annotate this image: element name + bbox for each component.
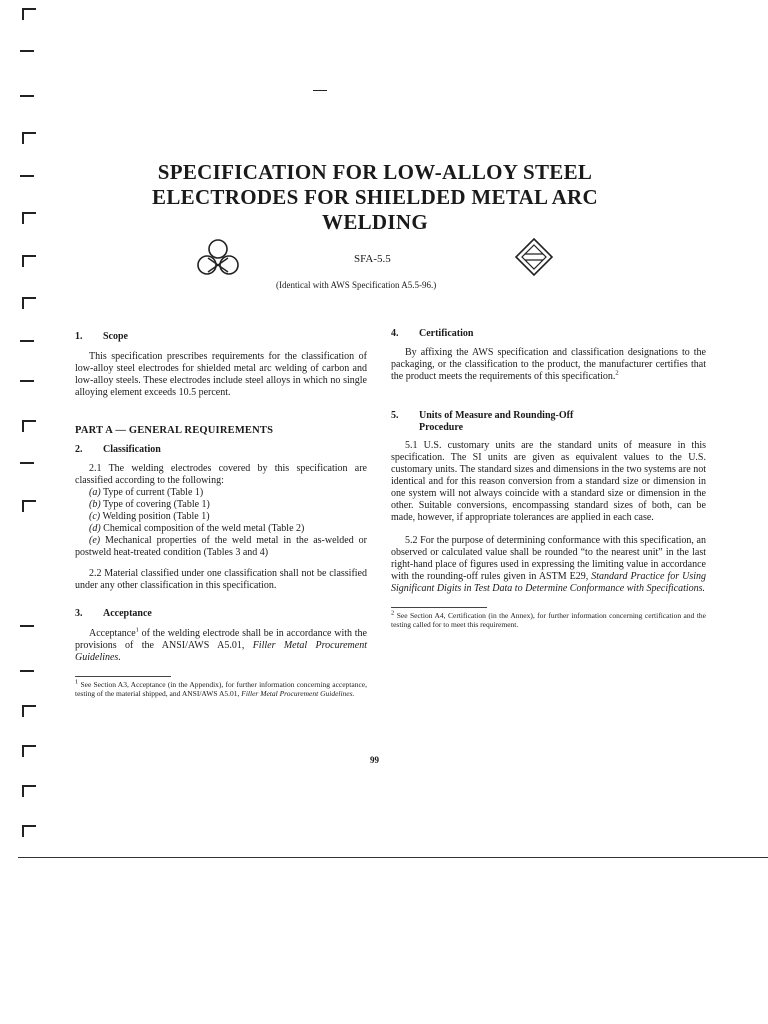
text-run-italic: Filler Metal Procurement Guidelines. <box>241 689 355 698</box>
text-run: See Section A4, Certification (in the Annex), for further information concerning certification and the testing called for to meet this requirement. <box>391 611 706 629</box>
text-run: By affixing the AWS specification and classification designations to the packaging, or the classification to the product, the manufacturer certifies that the product meets the requirements of this specification. <box>391 347 706 382</box>
scope-paragraph: This specification prescribes requirements for the classification of low-alloy steel electrodes for shielded metal arc welding of carbon and low-alloy steels. These electrodes include steel alloys in which no single alloying element exceeds 10.5 percent. <box>75 351 367 398</box>
asme-logo-icon <box>196 238 240 278</box>
section-heading-acceptance <box>75 608 367 620</box>
list-mark: (e) <box>89 535 101 546</box>
footnote-ref: 2 <box>615 369 619 377</box>
binding-mark <box>20 625 34 627</box>
identical-with-note: (Identical with AWS Specification A5.5-96.) <box>276 280 437 290</box>
text-run-italic: Standard Practice for Using Significant Digits in Test Data to Determine Conformance with Specifications. <box>391 571 707 594</box>
list-mark: (d) <box>89 523 101 534</box>
part-a-heading: PART A — GENERAL REQUIREMENTS <box>75 425 274 436</box>
list-text: Chemical composition of the weld metal (Table 2) <box>103 523 305 534</box>
binding-mark <box>22 212 36 224</box>
title-line-3: WELDING <box>322 210 428 234</box>
footnote-rule <box>75 676 171 677</box>
binding-mark <box>22 785 36 797</box>
text-run: of the welding electrode shall be in accordance with the provisions of the ANSI/AWS A5.01, <box>75 628 367 651</box>
list-text: Mechanical properties of the weld metal in the as-welded or postweld heat-treated condition (Tables 3 and 4) <box>75 535 367 558</box>
binding-mark <box>22 420 36 432</box>
footnote-2 <box>391 611 706 629</box>
text-run-italic: Filler Metal Procurement Guidelines. <box>75 640 367 663</box>
footnote-mark: 1 <box>75 678 79 686</box>
section-number: 2. <box>75 444 83 455</box>
footnote-rule <box>391 607 487 608</box>
section-title: Scope <box>103 331 128 342</box>
section-title: Acceptance <box>103 608 152 619</box>
left-column <box>75 331 367 698</box>
list-item <box>75 499 367 511</box>
section-title: Classification <box>103 444 161 455</box>
section-heading-scope <box>75 331 367 343</box>
scan-mark <box>313 90 327 91</box>
binding-mark <box>22 500 36 512</box>
acceptance-paragraph <box>75 628 367 664</box>
section-number: 1. <box>75 331 83 342</box>
section-title: Units of Measure and Rounding-Off <box>419 410 574 421</box>
list-text: Type of current (Table 1) <box>103 487 204 498</box>
specification-designation: SFA-5.5 <box>354 253 391 265</box>
page-bottom-edge <box>18 857 768 858</box>
classification-list <box>75 487 367 559</box>
text-run: Acceptance <box>89 628 136 639</box>
binding-mark <box>22 297 36 309</box>
text-run: 5.2 For the purpose of determining conformance with this specification, an observed or calculated value shall be rounded “to the nearest unit” in the last right-hand place of figures used in expressing the limiting value in accordance with the rounding-off rules given in ASTM E29, <box>391 535 706 582</box>
section-title: Procedure <box>419 422 464 433</box>
page-number: 99 <box>370 755 379 765</box>
section-title: Certification <box>419 328 474 339</box>
title-line-2: ELECTRODES FOR SHIELDED METAL ARC <box>152 185 598 209</box>
list-item <box>75 523 367 535</box>
paragraph-2-1: 2.1 The welding electrodes covered by this specification are classified according to the following: <box>75 463 367 486</box>
binding-mark <box>22 132 36 144</box>
list-item <box>75 511 367 523</box>
certification-paragraph <box>391 347 706 383</box>
binding-mark <box>20 380 34 382</box>
list-text: Welding position (Table 1) <box>102 511 210 522</box>
binding-mark <box>22 8 36 20</box>
list-text: Type of covering (Table 1) <box>103 499 210 510</box>
text-run: See Section A3, Acceptance (in the Appendix), for further information concerning acceptance, testing of the material shipped, and ANSI/AWS A5.01, <box>75 680 367 698</box>
paragraph-5-2 <box>391 535 706 595</box>
section-number: 3. <box>75 608 83 619</box>
section-heading-classification <box>75 444 367 456</box>
title-line-1: SPECIFICATION FOR LOW-ALLOY STEEL <box>157 160 593 184</box>
list-mark: (a) <box>89 487 101 498</box>
footnote-ref: 1 <box>135 626 139 634</box>
binding-mark <box>20 462 34 464</box>
binding-mark <box>22 745 36 757</box>
binding-mark <box>20 50 34 52</box>
aws-logo-icon <box>514 237 554 277</box>
document-title <box>110 160 640 235</box>
list-mark: (c) <box>89 511 101 522</box>
paragraph-2-2: 2.2 Material classified under one classification shall not be classified under any other classification in this specification. <box>75 568 367 591</box>
section-heading-certification <box>391 328 706 340</box>
section-number: 5. <box>391 410 399 421</box>
footnote-mark: 2 <box>391 609 395 617</box>
list-item <box>75 487 367 499</box>
list-mark: (b) <box>89 499 101 510</box>
binding-mark <box>22 255 36 267</box>
paragraph-5-1: 5.1 U.S. customary units are the standard units of measure in this specification. The SI units are given as equivalent values to the U.S. customary units. The standard sizes and dimensions in the two systems are not identical and for this reason conversion from a standard size or dimension in one system will not always coincide with a standard size or dimension in the other. Suitable conversions, encompassing standard sizes of both, can be made, however, if appropriate tolerances are applied in each case. <box>391 440 706 523</box>
section-number: 4. <box>391 328 399 339</box>
binding-mark <box>22 825 36 837</box>
right-column <box>391 328 706 629</box>
binding-mark <box>20 95 34 97</box>
list-item <box>75 535 367 559</box>
footnote-1 <box>75 680 367 698</box>
binding-mark <box>20 670 34 672</box>
section-heading-units <box>391 410 706 434</box>
binding-mark <box>20 175 34 177</box>
binding-mark <box>20 340 34 342</box>
binding-mark <box>22 705 36 717</box>
